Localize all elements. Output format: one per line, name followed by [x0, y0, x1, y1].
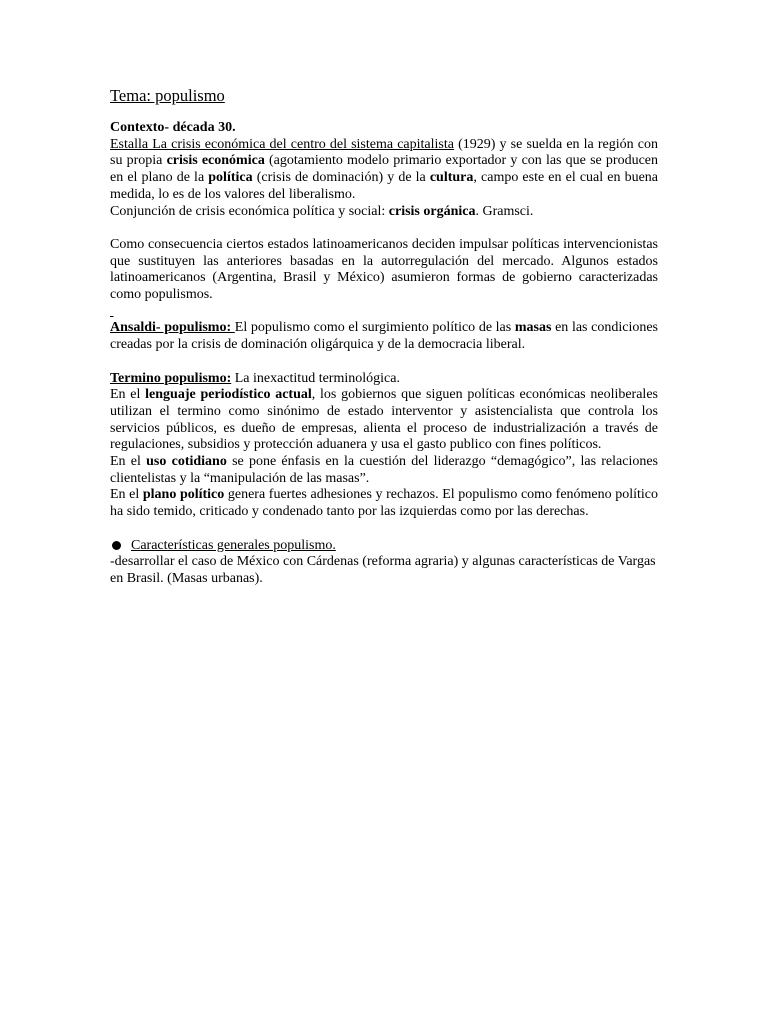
contexto-text-b: (1929) y se suelda en la región con su propia: [110, 136, 658, 169]
consecuencia-paragraph: Como consecuencia ciertos estados latinoamericanos deciden impulsar políticas intervencionistas que sustituyen las anteriores basadas en la autorregulación del mercado. Algunos estados latinoamericanos (Argentina, Brasil y México) asumieron formas de gobierno caracterizadas como populismos.: [110, 236, 658, 303]
termino-bold-lenguaje: lenguaje periodístico actual: [145, 387, 312, 403]
caracteristicas-section: [110, 538, 658, 588]
empty-underlined-line: [110, 304, 658, 321]
termino-p2-text-b: se pone énfasis en la cuestión del liderazgo “demagógico”, las relaciones clientelistas y la “manipulación de las masas”.: [110, 454, 659, 486]
contexto-section: [110, 120, 658, 220]
ansaldi-text-b: en las condiciones creadas por la crisis de dominación oligárquica y de la democracia liberal.: [110, 320, 659, 353]
termino-paragraph-3: [110, 487, 658, 520]
contexto-p2-text-a: Conjunción de crisis económica política y social:: [110, 203, 389, 219]
bullet-item: [110, 538, 658, 555]
contexto-text-e: , campo este en el cual en buena medida, lo es de los valores del liberalismo.: [110, 170, 658, 202]
caracteristicas-heading: Características generales populismo.: [131, 537, 336, 553]
termino-heading: Termino populismo:: [110, 370, 232, 386]
termino-heading-line: [110, 371, 658, 388]
termino-section: [110, 371, 658, 521]
termino-bold-uso: uso cotidiano: [146, 454, 227, 470]
termino-p1-text-b: , los gobiernos que siguen políticas económicas neoliberales utilizan el termino como sinónimo de estado interventor y asistencialista que controla los servicios públicos, es dueño de empresas, alienta el proceso de industrialización a través de regulaciones, subsidios y protección aduanera y usa el gasto publico con fines políticos.: [110, 387, 658, 453]
bullet-dot-icon: [112, 541, 121, 550]
contexto-underlined-text: Estalla La crisis económica del centro del sistema capitalista: [110, 136, 454, 152]
ansaldi-paragraph: [110, 320, 658, 353]
termino-p2-text-a: En el: [110, 454, 147, 470]
contexto-text-c: (agotamiento modelo primario exportador y con las que se producen en el plano de la: [110, 153, 658, 186]
ansaldi-heading: Ansaldi- populismo:: [110, 320, 235, 336]
contexto-paragraph-1: [110, 137, 658, 204]
termino-p3-text-b: genera fuertes adhesiones y rechazos. El populismo como fenómeno político ha sido temido, criticado y condenado tanto por las izquierdas como por las derechas.: [110, 487, 659, 520]
termino-bold-plano: plano político: [142, 487, 225, 503]
contexto-bold-organica: crisis orgánica: [388, 203, 476, 219]
spacer: [110, 354, 658, 371]
caracteristicas-text: -desarrollar el caso de México con Cárdenas (reforma agraria) y algunas características de Vargas en Brasil. (Masas urbanas).: [110, 554, 656, 586]
page-title: Tema: populismo: [110, 86, 225, 105]
contexto-paragraph-2: [110, 204, 658, 221]
termino-paragraph-2: [110, 454, 658, 487]
termino-subtitle: La inexactitud terminológica.: [231, 370, 400, 386]
termino-p1-text-a: En el: [110, 387, 146, 403]
spacer: [110, 220, 658, 237]
ansaldi-bold-masas: masas: [514, 320, 552, 336]
contexto-text-d: (crisis de dominación) y de la: [252, 170, 430, 186]
contexto-p2-text-b: . Gramsci.: [475, 203, 534, 219]
ansaldi-text-a: El populismo como el surgimiento político de las: [234, 320, 515, 336]
termino-paragraph-1: [110, 387, 658, 454]
contexto-bold-politica: política: [208, 170, 253, 186]
contexto-bold-crisis: crisis económica: [166, 153, 265, 169]
contexto-bold-cultura: cultura: [429, 170, 474, 186]
termino-p3-text-a: En el: [110, 487, 143, 503]
spacer: [110, 521, 658, 538]
contexto-heading: Contexto- década 30.: [110, 120, 236, 135]
